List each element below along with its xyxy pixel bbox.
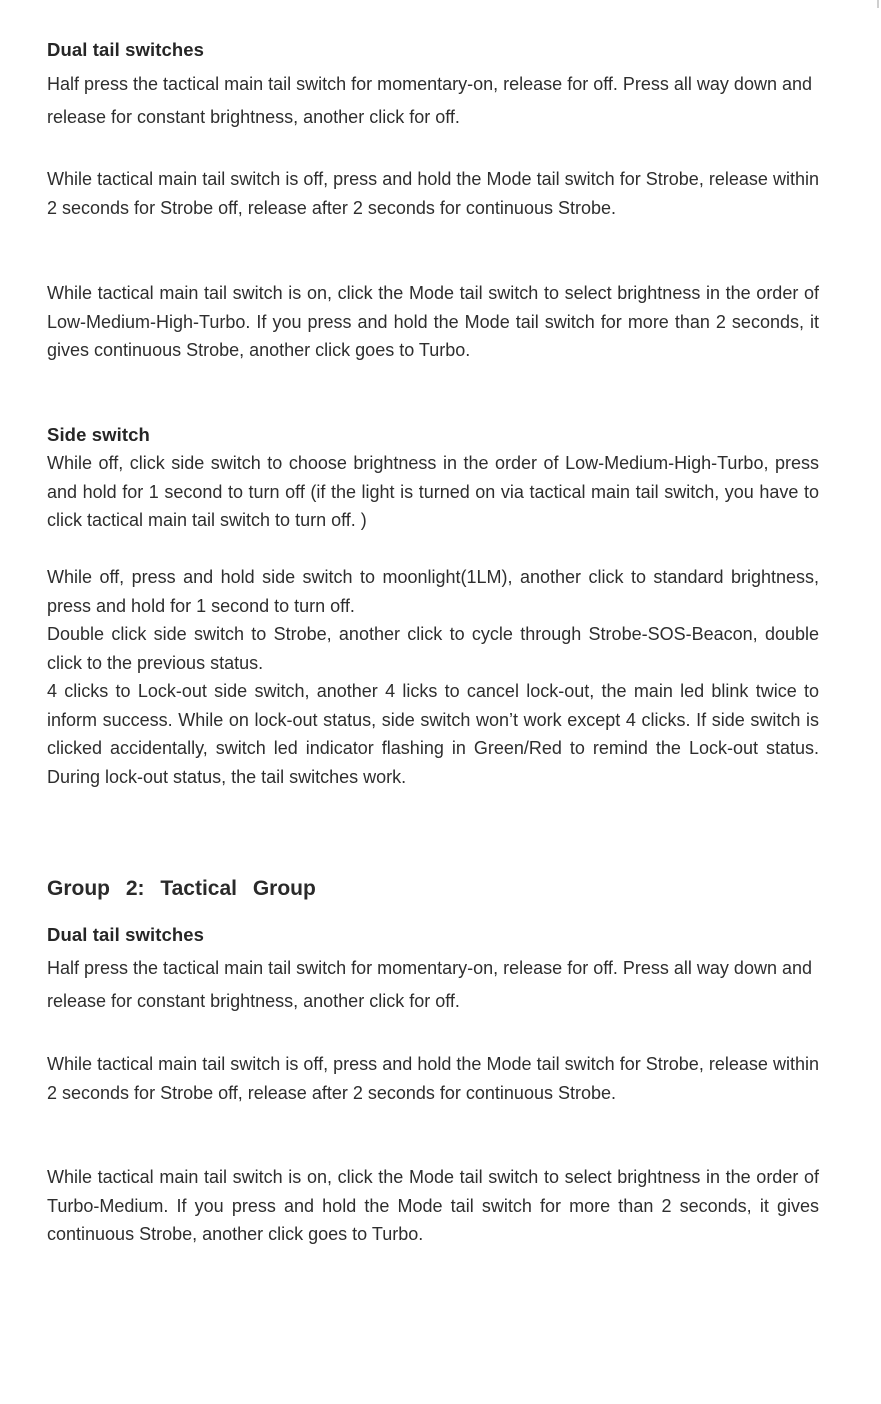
paragraph-brightness-when-on: While tactical main tail switch is on, click the Mode tail switch to select brightness in the order of Low-Medium-High-Turbo. If you press and hold the Mode tail switch for more than 2 seconds, it gives continuous Strobe, another click goes to Turbo. [47,283,819,361]
paragraph-momentary-on-group2: Half press the tactical main tail switch for momentary-on, release for off. Press all way down and release for constant brightness, another click for off. [47,958,812,1011]
paragraph-strobe-when-off-group2: While tactical main tail switch is off, press and hold the Mode tail switch for Strobe, release within 2 seconds for Strobe off, release after 2 seconds for continuous Strobe. [47,1054,819,1103]
paragraph-side-switch-moonlight: While off, press and hold side switch to moonlight(1LM), another click to standard brightness, press and hold for 1 second to turn off. [47,567,819,616]
section-heading-side-switch: Side switch [47,424,150,445]
section-heading-dual-tail-switches-group2: Dual tail switches [47,924,205,945]
paragraph-momentary-on: Half press the tactical main tail switch for momentary-on, release for off. Press all way down and release for constant brightness, another click for off. [47,74,812,127]
group-title: Group 2: Tactical Group [47,877,316,900]
scan-edge-mark [877,0,879,8]
paragraph-side-switch-strobe: Double click side switch to Strobe, another click to cycle through Strobe-SOS-Beacon, double click to the previous status. [47,624,819,673]
manual-page [47,0,819,1404]
paragraph-strobe-when-off: While tactical main tail switch is off, press and hold the Mode tail switch for Strobe, release within 2 seconds for Strobe off, release after 2 seconds for continuous Strobe. [47,169,819,218]
paragraph-side-switch-lockout: 4 clicks to Lock-out side switch, another 4 licks to cancel lock-out, the main led blink twice to inform success. While on lock-out status, side switch won’t work except 4 clicks. If side switch is clicked accidentally, switch led indicator flashing in Green/Red to remind the Lock-out status. During lock-out status, the tail switches work. [47,681,819,787]
section-heading-dual-tail-switches: Dual tail switches [47,39,205,60]
paragraph-side-switch-brightness: While off, click side switch to choose brightness in the order of Low-Medium-High-Turbo, press and hold for 1 second to turn off (if the light is turned on via tactical main tail switch, you have to click tactical main tail switch to turn off. ) [47,453,819,531]
paragraph-brightness-when-on-group2: While tactical main tail switch is on, click the Mode tail switch to select brightness in the order of Turbo-Medium. If you press and hold the Mode tail switch for more than 2 seconds, it gives continuous Strobe, another click goes to Turbo. [47,1167,819,1245]
